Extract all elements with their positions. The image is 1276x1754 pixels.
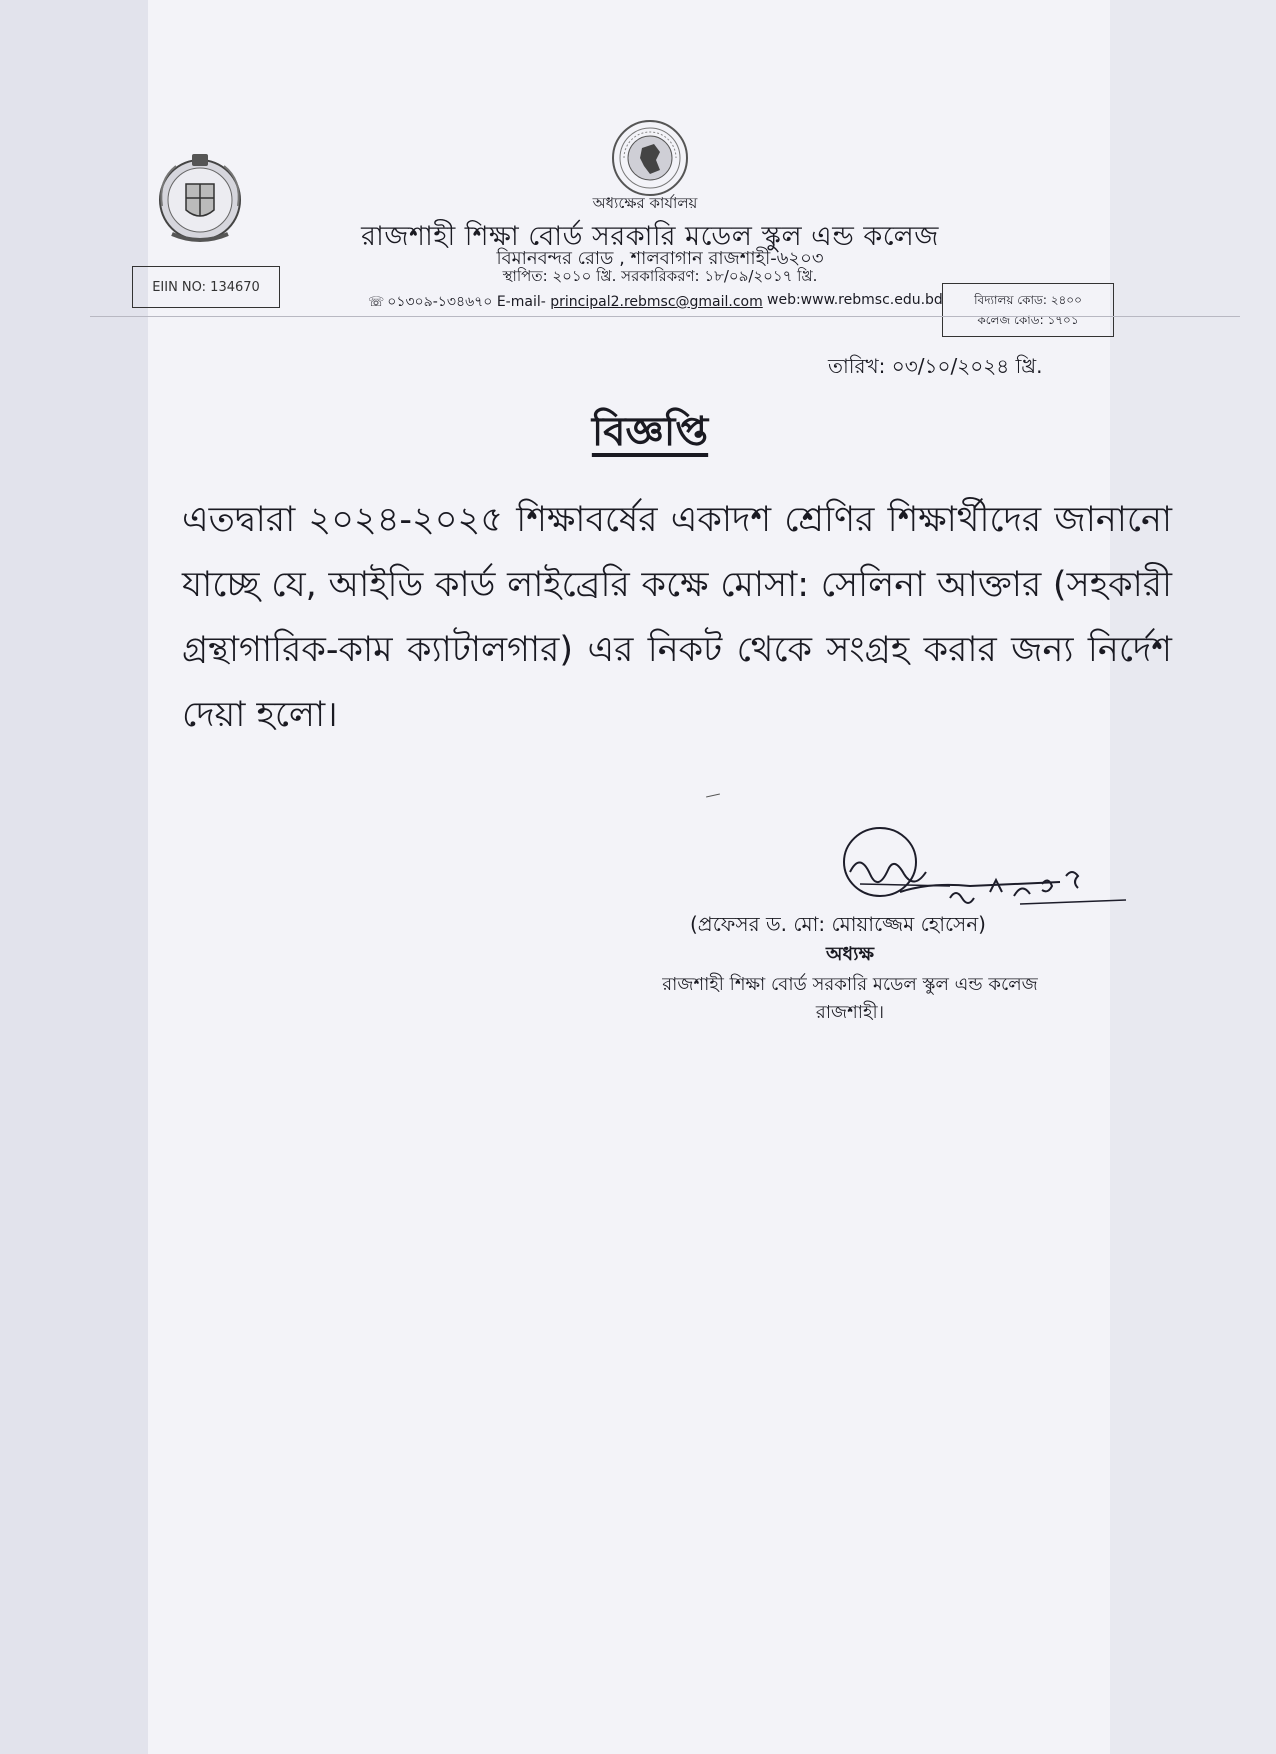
notice-date: তারিখ: ০৩/১০/২০২৪ খ্রি. — [828, 354, 1043, 378]
signer-title: অধ্যক্ষ — [825, 943, 874, 965]
school-crest-icon — [152, 150, 248, 250]
phone-number: ০১৩০৯-১৩৪৬৭০ — [387, 294, 493, 310]
institution-code-box — [942, 283, 1114, 337]
website-link[interactable]: web:www.rebmsc.edu.bd — [767, 292, 943, 308]
signer-name: (প্রফেসর ড. মো: মোয়াজ্জেম হোসেন) — [689, 912, 986, 936]
school-name-heading: রাজশাহী শিক্ষা বোর্ড সরকারি মডেল স্কুল এন্ড কলেজ — [361, 221, 939, 252]
signer-organization: রাজশাহী শিক্ষা বোর্ড সরকারি মডেল স্কুল এন্ড কলেজ — [662, 974, 1038, 995]
government-seal-icon — [610, 118, 690, 198]
scan-margin-left — [0, 0, 148, 1754]
eiin-number: EIIN NO: 134670 — [152, 279, 260, 295]
contact-line — [368, 290, 763, 314]
establishment-info: স্থাপিত: ২০১০ খ্রি. সরকারিকরণ: ১৮/০৯/২০১৭ খ্রি. — [502, 267, 818, 285]
school-code: বিদ্যালয় কোড: ২৪০০ — [974, 293, 1082, 307]
notice-body: এতদ্বারা ২০২৪-২০২৫ শিক্ষাবর্ষের একাদশ শ্রেণির শিক্ষার্থীদের জানানো যাচ্ছে যে, আইডি কার্ড লাইব্রেরি কক্ষে মোসা: সেলিনা আক্তার (সহকারী গ্রন্থাগারিক-কাম ক্যাটালগার) এর নিকট থেকে সংগ্রহ করার জন্য নির্দেশ দেয়া হলো। — [182, 500, 1172, 735]
school-address: বিমানবন্দর রোড , শালবাগান রাজশাহী-৬২০৩ — [496, 248, 824, 269]
college-code: কলেজ কোড: ১৭০১ — [977, 313, 1079, 327]
notice-title: বিজ্ঞপ্তি — [591, 409, 709, 455]
email-label: E-mail- — [496, 294, 546, 310]
office-label: অধ্যক্ষের কার্যালয় — [592, 194, 698, 212]
scan-margin-right — [1110, 0, 1276, 1754]
header-divider — [90, 316, 1240, 317]
phone-icon: ☏ — [368, 295, 385, 310]
email-link[interactable]: principal2.rebmsc@gmail.com — [550, 294, 763, 310]
signer-city: রাজশাহী। — [815, 1002, 885, 1023]
eiin-box — [132, 266, 280, 308]
